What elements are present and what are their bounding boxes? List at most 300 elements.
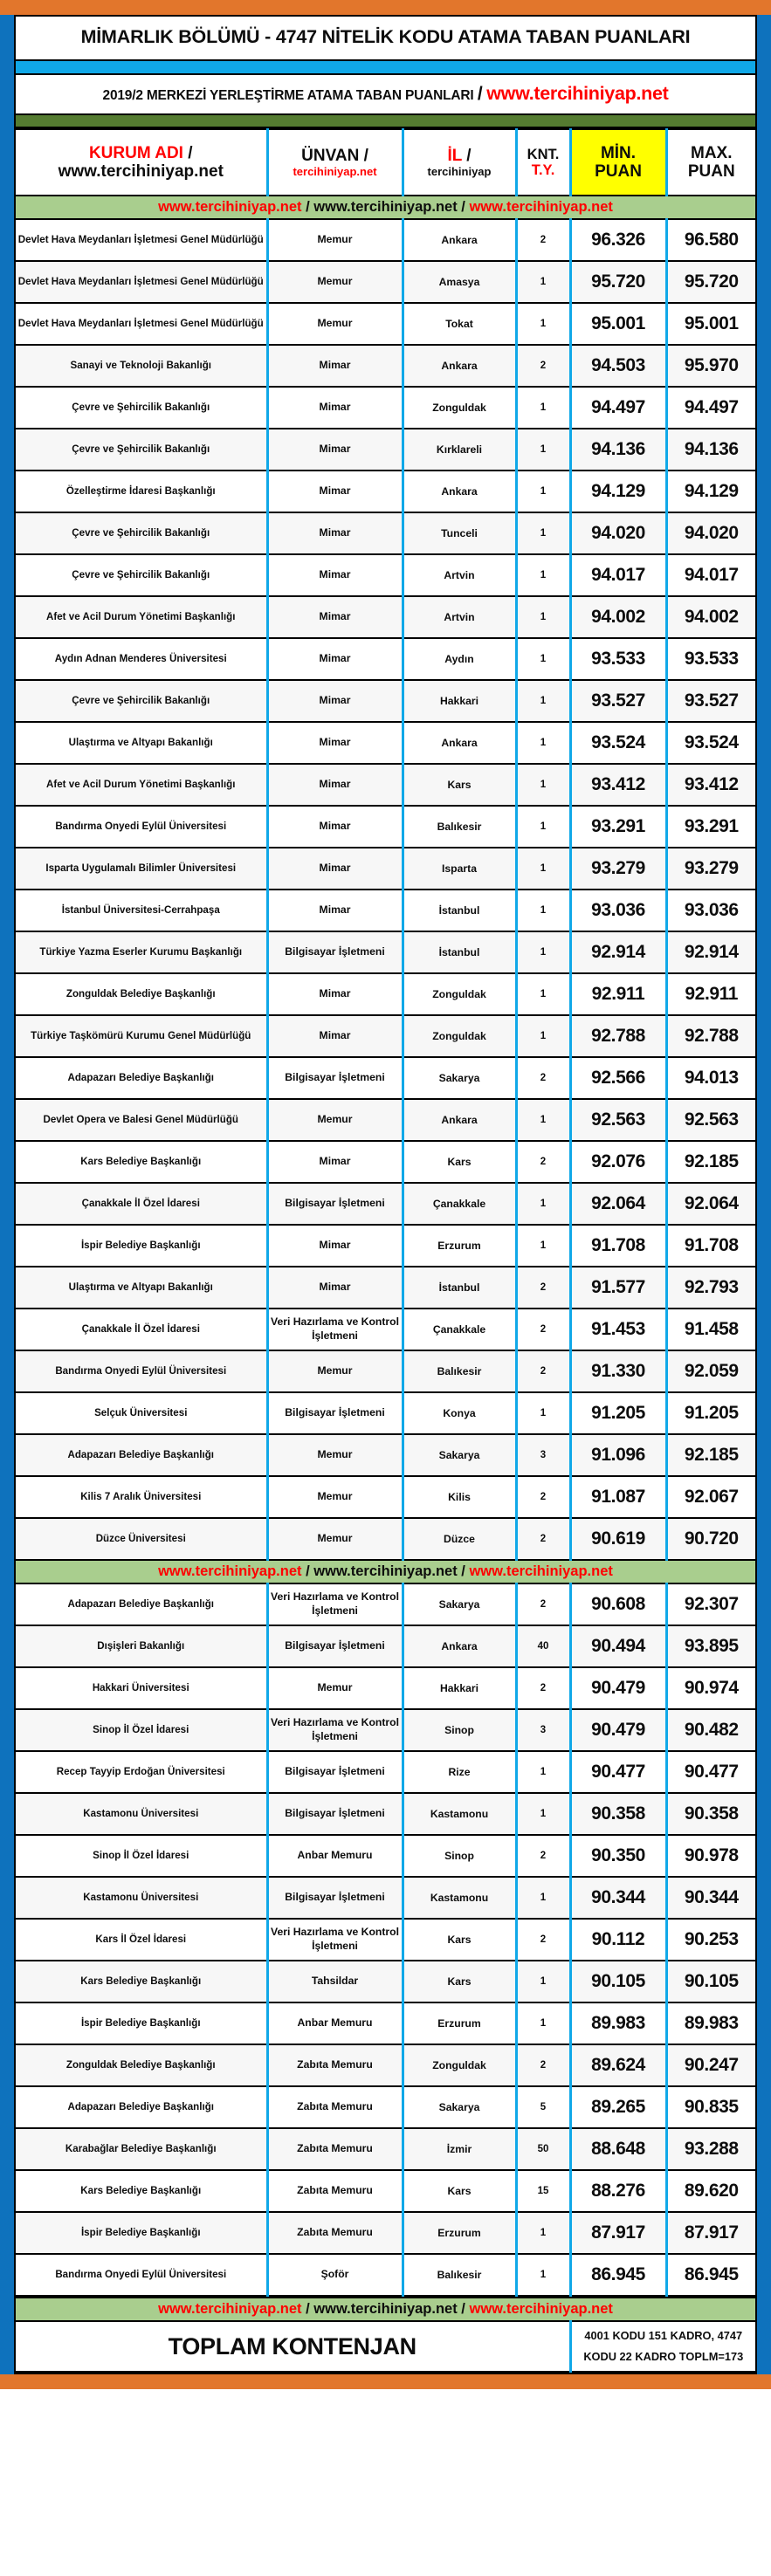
- cell-kurum: Devlet Hava Meydanları İşletmesi Genel Müdürlüğü: [16, 219, 267, 261]
- cell-min-puan: 93.533: [570, 638, 666, 680]
- promo-banner-top: [16, 196, 755, 219]
- cell-min-puan: 91.577: [570, 1267, 666, 1309]
- cell-il: Konya: [403, 1392, 516, 1434]
- cell-knt: 2: [516, 1309, 570, 1350]
- cell-kurum: Kars Belediye Başkanlığı: [16, 2170, 267, 2212]
- cell-knt: 40: [516, 1625, 570, 1667]
- cell-max-puan: 90.978: [666, 1835, 755, 1877]
- cell-min-puan: 90.477: [570, 1751, 666, 1793]
- cell-il: Kars: [403, 1919, 516, 1961]
- table-row: [16, 1057, 755, 1099]
- top-orange-strip: [0, 0, 771, 15]
- table-header-row: [16, 129, 755, 196]
- cell-kurum: Afet ve Acil Durum Yönetimi Başkanlığı: [16, 596, 267, 638]
- cell-max-puan: 95.001: [666, 303, 755, 345]
- cell-kurum: Isparta Uygulamalı Bilimler Üniversitesi: [16, 848, 267, 890]
- cell-unvan: Bilgisayar İşletmeni: [267, 931, 403, 973]
- cell-knt: 2: [516, 1583, 570, 1625]
- table-row: [16, 471, 755, 512]
- cell-knt: 1: [516, 1793, 570, 1835]
- cell-il: Kastamonu: [403, 1793, 516, 1835]
- scores-table: [16, 128, 755, 2297]
- table-row: [16, 848, 755, 890]
- cell-il: Zonguldak: [403, 2044, 516, 2086]
- table-row: [16, 1919, 755, 1961]
- header-unvan-site: tercihiniyap.net: [293, 164, 377, 178]
- cell-min-puan: 94.129: [570, 471, 666, 512]
- cell-max-puan: 94.013: [666, 1057, 755, 1099]
- cell-max-puan: 90.720: [666, 1518, 755, 1560]
- promo-link-1[interactable]: www.tercihiniyap.net: [158, 2301, 302, 2318]
- promo-link-3[interactable]: www.tercihiniyap.net: [469, 199, 613, 216]
- page-title: MİMARLIK BÖLÜMÜ - 4747 NİTELİK KODU ATAMA TABAN PUANLARI: [80, 26, 691, 47]
- cell-il: Ankara: [403, 219, 516, 261]
- cell-il: İstanbul: [403, 931, 516, 973]
- cell-il: Sinop: [403, 1709, 516, 1751]
- table-row: [16, 680, 755, 722]
- cell-il: Sakarya: [403, 1583, 516, 1625]
- cell-knt: 2: [516, 1518, 570, 1560]
- table-row: [16, 303, 755, 345]
- promo-link-3[interactable]: www.tercihiniyap.net: [469, 2301, 613, 2318]
- cell-unvan: Bilgisayar İşletmeni: [267, 1625, 403, 1667]
- cell-min-puan: 90.619: [570, 1518, 666, 1560]
- cell-min-puan: 89.624: [570, 2044, 666, 2086]
- table-row: [16, 429, 755, 471]
- cell-max-puan: 90.105: [666, 1961, 755, 2002]
- header-cell-min-puan: [570, 129, 666, 196]
- cell-unvan: Mimar: [267, 1015, 403, 1057]
- cell-unvan: Mimar: [267, 471, 403, 512]
- cell-min-puan: 90.105: [570, 1961, 666, 2002]
- cell-max-puan: 92.185: [666, 1434, 755, 1476]
- cell-kurum: Kastamonu Üniversitesi: [16, 1793, 267, 1835]
- cell-kurum: Çevre ve Şehircilik Bakanlığı: [16, 387, 267, 429]
- cell-min-puan: 91.087: [570, 1476, 666, 1518]
- table-row: [16, 2128, 755, 2170]
- table-row: [16, 1267, 755, 1309]
- cell-max-puan: 94.497: [666, 387, 755, 429]
- cell-knt: 1: [516, 1392, 570, 1434]
- cell-max-puan: 93.527: [666, 680, 755, 722]
- promo-link-2[interactable]: www.tercihiniyap.net: [313, 199, 458, 216]
- cell-max-puan: 92.185: [666, 1141, 755, 1183]
- promo-link-1[interactable]: www.tercihiniyap.net: [158, 1563, 302, 1580]
- header-min-puan-label: PUAN: [595, 162, 642, 182]
- table-row: [16, 806, 755, 848]
- cell-knt: 1: [516, 1225, 570, 1267]
- cell-min-puan: 90.494: [570, 1625, 666, 1667]
- cell-il: Tunceli: [403, 512, 516, 554]
- header-cell-max-puan: [666, 129, 755, 196]
- cell-il: Zonguldak: [403, 973, 516, 1015]
- cell-unvan: Zabıta Memuru: [267, 2128, 403, 2170]
- table-row: [16, 1015, 755, 1057]
- cell-min-puan: 94.503: [570, 345, 666, 387]
- cell-max-puan: 92.563: [666, 1099, 755, 1141]
- cell-min-puan: 90.112: [570, 1919, 666, 1961]
- cell-knt: 2: [516, 1350, 570, 1392]
- cell-unvan: Bilgisayar İşletmeni: [267, 1751, 403, 1793]
- cell-min-puan: 89.983: [570, 2002, 666, 2044]
- cell-knt: 2: [516, 2044, 570, 2086]
- cell-knt: 1: [516, 722, 570, 764]
- total-quota-note-line1: 4001 KODU 151 KADRO, 4747: [584, 2329, 743, 2343]
- cell-unvan: Mimar: [267, 680, 403, 722]
- cell-max-puan: 89.620: [666, 2170, 755, 2212]
- cell-il: Balıkesir: [403, 1350, 516, 1392]
- table-row: [16, 2212, 755, 2254]
- cell-unvan: Memur: [267, 1476, 403, 1518]
- cell-unvan: Anbar Memuru: [267, 1835, 403, 1877]
- cell-unvan: Memur: [267, 1667, 403, 1709]
- table-row: [16, 1877, 755, 1919]
- cell-knt: 1: [516, 890, 570, 931]
- cell-knt: 1: [516, 2002, 570, 2044]
- cell-min-puan: 93.291: [570, 806, 666, 848]
- cell-kurum: Devlet Opera ve Balesi Genel Müdürlüğü: [16, 1099, 267, 1141]
- bottom-orange-strip: [0, 2374, 771, 2389]
- cell-min-puan: 94.136: [570, 429, 666, 471]
- table-row: [16, 1583, 755, 1625]
- cell-il: Erzurum: [403, 2002, 516, 2044]
- subtitle-text: 2019/2 MERKEZİ YERLEŞTİRME ATAMA TABAN PUANLARI: [102, 87, 474, 103]
- cell-min-puan: 92.566: [570, 1057, 666, 1099]
- promo-link-2[interactable]: www.tercihiniyap.net: [313, 2301, 458, 2318]
- cell-knt: 1: [516, 1099, 570, 1141]
- cell-kurum: Düzce Üniversitesi: [16, 1518, 267, 1560]
- cell-il: Sakarya: [403, 1434, 516, 1476]
- cell-unvan: Veri Hazırlama ve Kontrol İşletmeni: [267, 1583, 403, 1625]
- cell-min-puan: 93.036: [570, 890, 666, 931]
- cell-min-puan: 92.788: [570, 1015, 666, 1057]
- table-row: [16, 1099, 755, 1141]
- cell-min-puan: 91.330: [570, 1350, 666, 1392]
- header-kurum-label: KURUM ADI: [88, 143, 183, 162]
- cell-il: Zonguldak: [403, 1015, 516, 1057]
- cell-min-puan: 90.479: [570, 1709, 666, 1751]
- cell-max-puan: 92.067: [666, 1476, 755, 1518]
- cell-kurum: İspir Belediye Başkanlığı: [16, 1225, 267, 1267]
- table-row: [16, 2044, 755, 2086]
- cell-il: Düzce: [403, 1518, 516, 1560]
- header-cell-unvan: [267, 129, 403, 196]
- cell-knt: 1: [516, 1877, 570, 1919]
- cell-max-puan: 92.911: [666, 973, 755, 1015]
- cell-max-puan: 94.020: [666, 512, 755, 554]
- total-quota-label: TOPLAM KONTENJAN: [16, 2321, 570, 2372]
- table-row: [16, 1709, 755, 1751]
- cell-kurum: Özelleştirme İdaresi Başkanlığı: [16, 471, 267, 512]
- cell-unvan: Veri Hazırlama ve Kontrol İşletmeni: [267, 1709, 403, 1751]
- cell-kurum: Çevre ve Şehircilik Bakanlığı: [16, 680, 267, 722]
- cell-max-puan: 90.344: [666, 1877, 755, 1919]
- cell-kurum: Türkiye Taşkömürü Kurumu Genel Müdürlüğü: [16, 1015, 267, 1057]
- cell-knt: 1: [516, 973, 570, 1015]
- cell-min-puan: 96.326: [570, 219, 666, 261]
- table-row: [16, 1392, 755, 1434]
- cell-min-puan: 90.608: [570, 1583, 666, 1625]
- table-row: [16, 1309, 755, 1350]
- cell-knt: 2: [516, 345, 570, 387]
- header-max-label: MAX.: [691, 143, 733, 162]
- cell-knt: 1: [516, 806, 570, 848]
- cell-il: Kastamonu: [403, 1877, 516, 1919]
- cell-min-puan: 91.708: [570, 1225, 666, 1267]
- cell-max-puan: 90.477: [666, 1751, 755, 1793]
- cell-knt: 1: [516, 764, 570, 806]
- cell-unvan: Şoför: [267, 2254, 403, 2296]
- cell-min-puan: 92.064: [570, 1183, 666, 1225]
- cell-min-puan: 87.917: [570, 2212, 666, 2254]
- cell-max-puan: 93.288: [666, 2128, 755, 2170]
- cell-kurum: Devlet Hava Meydanları İşletmesi Genel Müdürlüğü: [16, 261, 267, 303]
- cell-min-puan: 95.720: [570, 261, 666, 303]
- table-row: [16, 596, 755, 638]
- header-kurum-site: www.tercihiniyap.net: [58, 162, 224, 182]
- table-row: [16, 345, 755, 387]
- cell-il: Kars: [403, 1141, 516, 1183]
- table-row: [16, 1518, 755, 1560]
- cell-il: Erzurum: [403, 2212, 516, 2254]
- cell-kurum: Sanayi ve Teknoloji Bakanlığı: [16, 345, 267, 387]
- table-row: [16, 261, 755, 303]
- cell-knt: 1: [516, 2212, 570, 2254]
- cell-min-puan: 94.497: [570, 387, 666, 429]
- cell-max-puan: 92.914: [666, 931, 755, 973]
- cell-il: Amasya: [403, 261, 516, 303]
- cell-il: Balıkesir: [403, 2254, 516, 2296]
- header-cell-il: [403, 129, 516, 196]
- header-unvan-label: ÜNVAN /: [301, 147, 368, 166]
- cell-kurum: Kars İl Özel İdaresi: [16, 1919, 267, 1961]
- cell-knt: 1: [516, 638, 570, 680]
- cell-unvan: Bilgisayar İşletmeni: [267, 1877, 403, 1919]
- table-row: [16, 722, 755, 764]
- cell-knt: 1: [516, 596, 570, 638]
- promo-link-3[interactable]: www.tercihiniyap.net: [469, 1563, 613, 1580]
- cell-unvan: Mimar: [267, 638, 403, 680]
- document-inner: [14, 15, 757, 2374]
- table-row: [16, 2086, 755, 2128]
- cell-il: Kars: [403, 2170, 516, 2212]
- cell-unvan: Mimar: [267, 345, 403, 387]
- cell-unvan: Bilgisayar İşletmeni: [267, 1183, 403, 1225]
- header-il-slash: /: [461, 147, 472, 166]
- cell-max-puan: 93.291: [666, 806, 755, 848]
- header-min-label: MİN.: [600, 143, 637, 162]
- header-cell-kurum: [16, 129, 267, 196]
- table-row: [16, 1141, 755, 1183]
- cell-min-puan: 94.017: [570, 554, 666, 596]
- table-row: [16, 2002, 755, 2044]
- cell-min-puan: 89.265: [570, 2086, 666, 2128]
- cell-unvan: Zabıta Memuru: [267, 2212, 403, 2254]
- table-row: [16, 764, 755, 806]
- promo-link-2[interactable]: www.tercihiniyap.net: [313, 1563, 458, 1580]
- cell-max-puan: 90.358: [666, 1793, 755, 1835]
- table-row: [16, 931, 755, 973]
- cell-max-puan: 92.064: [666, 1183, 755, 1225]
- cell-il: Balıkesir: [403, 806, 516, 848]
- cell-kurum: Zonguldak Belediye Başkanlığı: [16, 2044, 267, 2086]
- cell-knt: 15: [516, 2170, 570, 2212]
- cell-kurum: Kars Belediye Başkanlığı: [16, 1141, 267, 1183]
- cell-knt: 2: [516, 1141, 570, 1183]
- cell-min-puan: 93.524: [570, 722, 666, 764]
- cell-knt: 1: [516, 848, 570, 890]
- cell-max-puan: 93.895: [666, 1625, 755, 1667]
- cell-knt: 2: [516, 1476, 570, 1518]
- cell-knt: 2: [516, 1667, 570, 1709]
- cell-knt: 1: [516, 680, 570, 722]
- promo-sep-2: /: [457, 199, 470, 216]
- cell-min-puan: 88.648: [570, 2128, 666, 2170]
- cell-unvan: Veri Hazırlama ve Kontrol İşletmeni: [267, 1309, 403, 1350]
- cell-il: Erzurum: [403, 1225, 516, 1267]
- cell-kurum: Adapazarı Belediye Başkanlığı: [16, 1057, 267, 1099]
- cell-unvan: Mimar: [267, 596, 403, 638]
- cell-max-puan: 90.835: [666, 2086, 755, 2128]
- cell-il: Artvin: [403, 554, 516, 596]
- cell-max-puan: 94.017: [666, 554, 755, 596]
- cyan-divider-band: [16, 59, 755, 75]
- table-row: [16, 1434, 755, 1476]
- cell-il: İstanbul: [403, 890, 516, 931]
- cell-kurum: Hakkari Üniversitesi: [16, 1667, 267, 1709]
- cell-unvan: Mimar: [267, 1141, 403, 1183]
- header-il-label: İL: [447, 147, 462, 166]
- cell-il: Ankara: [403, 722, 516, 764]
- cell-kurum: İspir Belediye Başkanlığı: [16, 2002, 267, 2044]
- cell-unvan: Mimar: [267, 512, 403, 554]
- cell-il: Ankara: [403, 345, 516, 387]
- cell-unvan: Bilgisayar İşletmeni: [267, 1057, 403, 1099]
- cell-il: Tokat: [403, 303, 516, 345]
- total-quota-note: [570, 2321, 755, 2372]
- cell-unvan: Memur: [267, 1434, 403, 1476]
- cell-min-puan: 94.002: [570, 596, 666, 638]
- blue-frame: [0, 15, 771, 2374]
- cell-il: Ankara: [403, 1099, 516, 1141]
- cell-unvan: Memur: [267, 1518, 403, 1560]
- table-row: [16, 387, 755, 429]
- table-row: [16, 1667, 755, 1709]
- cell-kurum: Bandırma Onyedi Eylül Üniversitesi: [16, 1350, 267, 1392]
- cell-max-puan: 92.059: [666, 1350, 755, 1392]
- promo-banner-cell: [16, 1560, 755, 1583]
- table-row: [16, 1961, 755, 2002]
- header-cell-knt: [516, 129, 570, 196]
- table-row: [16, 1625, 755, 1667]
- cell-min-puan: 93.527: [570, 680, 666, 722]
- cell-max-puan: 87.917: [666, 2212, 755, 2254]
- cell-kurum: Kastamonu Üniversitesi: [16, 1877, 267, 1919]
- cell-max-puan: 95.970: [666, 345, 755, 387]
- cell-min-puan: 91.096: [570, 1434, 666, 1476]
- table-row: [16, 1225, 755, 1267]
- cell-max-puan: 91.458: [666, 1309, 755, 1350]
- cell-kurum: Devlet Hava Meydanları İşletmesi Genel Müdürlüğü: [16, 303, 267, 345]
- table-row: [16, 890, 755, 931]
- cell-max-puan: 90.482: [666, 1709, 755, 1751]
- cell-max-puan: 92.788: [666, 1015, 755, 1057]
- cell-knt: 1: [516, 512, 570, 554]
- cell-kurum: Çanakkale İl Özel İdaresi: [16, 1309, 267, 1350]
- cell-unvan: Zabıta Memuru: [267, 2086, 403, 2128]
- subtitle-site-link[interactable]: www.tercihiniyap.net: [486, 82, 669, 104]
- header-ty-label: T.Y.: [531, 162, 555, 179]
- cell-knt: 1: [516, 1751, 570, 1793]
- cell-kurum: Dışişleri Bakanlığı: [16, 1625, 267, 1667]
- cell-kurum: Çevre ve Şehircilik Bakanlığı: [16, 554, 267, 596]
- table-row: [16, 2170, 755, 2212]
- cell-kurum: Karabağlar Belediye Başkanlığı: [16, 2128, 267, 2170]
- cell-il: Isparta: [403, 848, 516, 890]
- total-quota-note-line2: KODU 22 KADRO TOPLM=173: [583, 2350, 744, 2364]
- cell-unvan: Mimar: [267, 1267, 403, 1309]
- cell-max-puan: 94.129: [666, 471, 755, 512]
- cell-knt: 1: [516, 1015, 570, 1057]
- cell-max-puan: 89.983: [666, 2002, 755, 2044]
- cell-il: Sakarya: [403, 1057, 516, 1099]
- cell-kurum: Adapazarı Belediye Başkanlığı: [16, 1583, 267, 1625]
- cell-il: Kars: [403, 764, 516, 806]
- cell-il: Hakkari: [403, 680, 516, 722]
- cell-max-puan: 91.708: [666, 1225, 755, 1267]
- cell-unvan: Bilgisayar İşletmeni: [267, 1793, 403, 1835]
- cell-max-puan: 94.002: [666, 596, 755, 638]
- cell-min-puan: 93.279: [570, 848, 666, 890]
- cell-min-puan: 92.076: [570, 1141, 666, 1183]
- cell-il: İzmir: [403, 2128, 516, 2170]
- footer-total-row: [16, 2321, 755, 2372]
- cell-il: Kars: [403, 1961, 516, 2002]
- promo-link-1[interactable]: www.tercihiniyap.net: [158, 199, 302, 216]
- cell-il: Rize: [403, 1751, 516, 1793]
- promo-sep-2: /: [457, 1563, 470, 1580]
- cell-unvan: Zabıta Memuru: [267, 2170, 403, 2212]
- table-row: [16, 1350, 755, 1392]
- cell-max-puan: 93.279: [666, 848, 755, 890]
- table-row: [16, 638, 755, 680]
- cell-knt: 1: [516, 303, 570, 345]
- cell-min-puan: 93.412: [570, 764, 666, 806]
- cell-knt: 2: [516, 1057, 570, 1099]
- cell-unvan: Memur: [267, 1350, 403, 1392]
- cell-kurum: Çevre ve Şehircilik Bakanlığı: [16, 429, 267, 471]
- cell-max-puan: 92.307: [666, 1583, 755, 1625]
- cell-max-puan: 90.974: [666, 1667, 755, 1709]
- cell-knt: 1: [516, 387, 570, 429]
- promo-sep-2: /: [457, 2301, 470, 2318]
- cell-min-puan: 94.020: [570, 512, 666, 554]
- cell-kurum: Sinop İl Özel İdaresi: [16, 1709, 267, 1751]
- cell-max-puan: 93.036: [666, 890, 755, 931]
- cell-kurum: Çevre ve Şehircilik Bakanlığı: [16, 512, 267, 554]
- cell-min-puan: 90.479: [570, 1667, 666, 1709]
- cell-kurum: Adapazarı Belediye Başkanlığı: [16, 2086, 267, 2128]
- cell-kurum: Çanakkale İl Özel İdaresi: [16, 1183, 267, 1225]
- table-row: [16, 1793, 755, 1835]
- cell-kurum: İstanbul Üniversitesi-Cerrahpaşa: [16, 890, 267, 931]
- cell-min-puan: 92.911: [570, 973, 666, 1015]
- cell-unvan: Memur: [267, 261, 403, 303]
- cell-kurum: Aydın Adnan Menderes Üniversitesi: [16, 638, 267, 680]
- cell-knt: 1: [516, 429, 570, 471]
- cell-unvan: Memur: [267, 219, 403, 261]
- cell-min-puan: 92.914: [570, 931, 666, 973]
